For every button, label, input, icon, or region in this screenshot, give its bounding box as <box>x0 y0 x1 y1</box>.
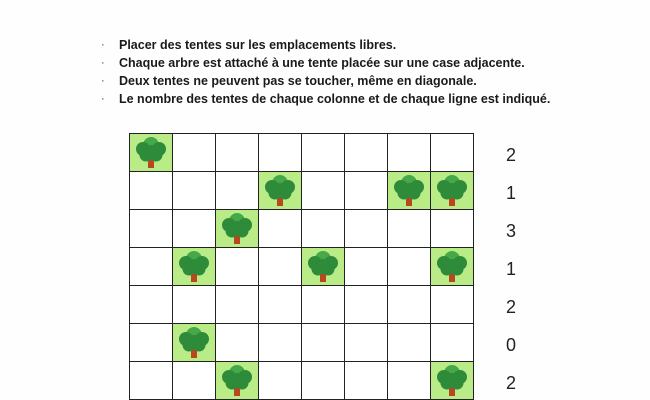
empty-cell[interactable] <box>431 286 474 324</box>
tree-icon <box>435 365 469 397</box>
puzzle-grid <box>129 133 474 400</box>
tree-cell <box>431 248 474 286</box>
empty-cell[interactable] <box>216 248 259 286</box>
empty-cell[interactable] <box>130 324 173 362</box>
row-count: 1 <box>506 183 517 203</box>
empty-cell[interactable] <box>130 248 173 286</box>
empty-cell[interactable] <box>173 362 216 400</box>
tree-cell <box>173 324 216 362</box>
empty-cell[interactable] <box>173 172 216 210</box>
tree-icon <box>435 251 469 283</box>
tree-cell <box>388 172 431 210</box>
empty-cell[interactable] <box>345 172 388 210</box>
rule-text: Le nombre des tentes de chaque colonne et de chaque ligne est indiqué. <box>119 92 551 106</box>
empty-cell[interactable] <box>259 286 302 324</box>
empty-cell[interactable] <box>302 362 345 400</box>
empty-cell[interactable] <box>216 172 259 210</box>
empty-cell[interactable] <box>130 362 173 400</box>
rule-text: Chaque arbre est attaché à une tente placée sur une case adjacente. <box>119 56 525 70</box>
row-count: 2 <box>506 373 517 393</box>
tree-icon <box>220 213 254 245</box>
tree-cell <box>431 172 474 210</box>
empty-cell[interactable] <box>388 248 431 286</box>
empty-cell[interactable] <box>345 134 388 172</box>
empty-cell[interactable] <box>259 362 302 400</box>
tree-cell <box>431 362 474 400</box>
empty-cell[interactable] <box>302 286 345 324</box>
empty-cell[interactable] <box>259 134 302 172</box>
empty-cell[interactable] <box>216 324 259 362</box>
empty-cell[interactable] <box>173 286 216 324</box>
bullet: · <box>101 93 105 105</box>
tree-icon <box>220 365 254 397</box>
empty-cell[interactable] <box>259 324 302 362</box>
empty-cell[interactable] <box>259 210 302 248</box>
empty-cell[interactable] <box>388 324 431 362</box>
rule-item <box>100 72 550 90</box>
tree-icon <box>435 175 469 207</box>
empty-cell[interactable] <box>345 362 388 400</box>
tree-cell <box>216 210 259 248</box>
empty-cell[interactable] <box>388 210 431 248</box>
row-count: 0 <box>506 335 517 355</box>
tree-cell <box>302 248 345 286</box>
tree-icon <box>177 327 211 359</box>
empty-cell[interactable] <box>388 286 431 324</box>
puzzle-board <box>129 133 477 400</box>
empty-cell[interactable] <box>216 134 259 172</box>
empty-cell[interactable] <box>431 210 474 248</box>
empty-cell[interactable] <box>302 172 345 210</box>
empty-cell[interactable] <box>302 134 345 172</box>
tree-icon <box>134 137 168 169</box>
row-count: 2 <box>506 297 517 317</box>
empty-cell[interactable] <box>345 324 388 362</box>
tree-cell <box>173 248 216 286</box>
rule-text: Deux tentes ne peuvent pas se toucher, même en diagonale. <box>119 74 477 88</box>
empty-cell[interactable] <box>302 210 345 248</box>
rule-text: Placer des tentes sur les emplacements libres. <box>119 38 397 52</box>
tree-icon <box>306 251 340 283</box>
tree-icon <box>392 175 426 207</box>
row-counts <box>506 133 536 399</box>
empty-cell[interactable] <box>388 362 431 400</box>
empty-cell[interactable] <box>345 286 388 324</box>
tree-cell <box>216 362 259 400</box>
rule-item <box>100 90 550 108</box>
bullet: · <box>101 57 105 69</box>
bullet: · <box>101 75 105 87</box>
empty-cell[interactable] <box>173 210 216 248</box>
rule-item <box>100 54 550 72</box>
tree-icon <box>177 251 211 283</box>
empty-cell[interactable] <box>130 210 173 248</box>
row-count: 2 <box>506 145 517 165</box>
empty-cell[interactable] <box>216 286 259 324</box>
tree-icon <box>263 175 297 207</box>
empty-cell[interactable] <box>345 210 388 248</box>
empty-cell[interactable] <box>388 134 431 172</box>
empty-cell[interactable] <box>345 248 388 286</box>
tree-cell <box>259 172 302 210</box>
empty-cell[interactable] <box>431 324 474 362</box>
row-count: 1 <box>506 259 517 279</box>
tree-cell <box>130 134 173 172</box>
empty-cell[interactable] <box>431 134 474 172</box>
empty-cell[interactable] <box>130 286 173 324</box>
empty-cell[interactable] <box>259 248 302 286</box>
bullet: · <box>101 39 105 51</box>
empty-cell[interactable] <box>173 134 216 172</box>
rules-list <box>100 36 550 108</box>
row-count: 3 <box>506 221 517 241</box>
empty-cell[interactable] <box>302 324 345 362</box>
empty-cell[interactable] <box>130 172 173 210</box>
rule-item <box>100 36 550 54</box>
